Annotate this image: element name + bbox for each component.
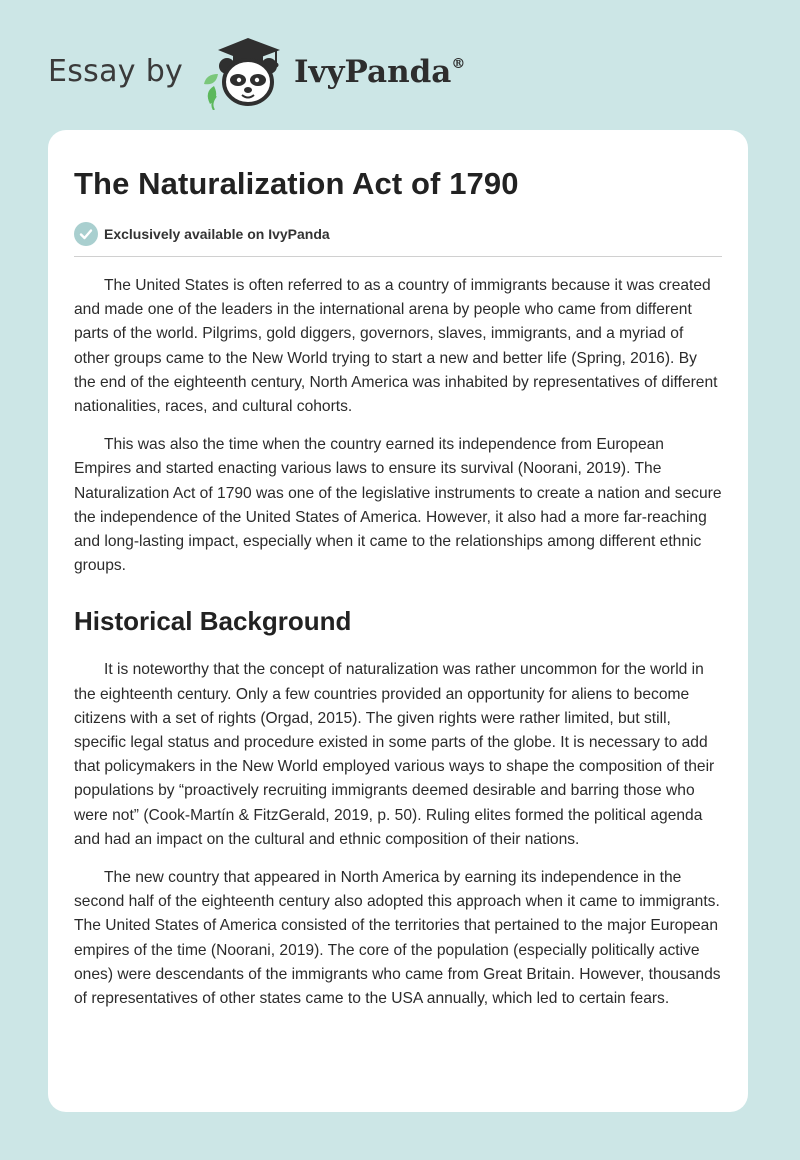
title-divider <box>74 256 722 257</box>
check-circle-icon <box>74 222 98 246</box>
paragraph-intro-2: This was also the time when the country earned its independence from European Empires and started enacting various laws to ensure its survival (Noorani, 2019). The Naturalization Act of 1790 was one of the legislative instruments to create a nation and secure the independence of the United States of America. However, it also had a more far-reaching and long-lasting impact, especially when it came to the relationships among different ethnic groups. <box>74 436 722 575</box>
section-heading-historical-background: Historical Background <box>74 606 352 637</box>
exclusive-badge <box>74 222 722 246</box>
panda-logo-icon <box>200 34 290 110</box>
brand-name-text: IvyPanda <box>294 54 452 90</box>
registered-mark: ® <box>451 56 466 72</box>
paragraph-background-2: The new country that appeared in North America by earning its independence in the second half of the eighteenth century also adopted this approach when it came to immigrants. The United States of America consisted of the territories that pertained to the major European empires of the time (Noorani, 2019). The core of the population (especially politically active ones) were descendants of the immigrants who came from Great Britain. However, thousands of representatives of other states came to the USA annually, which led to certain fears. <box>74 869 721 1008</box>
essay-card <box>48 130 748 1112</box>
paragraph-intro-1: The United States is often referred to as a country of immigrants because it was created and made one of the leaders in the international arena by people who came from different parts of the world. Pilgrims, gold diggers, governors, slaves, immigrants, and a myriad of other groups came to the New World trying to start a new and better life (Spring, 2016). By the end of the eighteenth century, North America was inhabited by representatives of different nationalities, races, and cultural cohorts. <box>74 277 718 416</box>
essay-title: The Naturalization Act of 1790 <box>74 166 519 201</box>
ivypanda-logo[interactable] <box>200 34 290 110</box>
brand-name[interactable] <box>294 54 465 90</box>
paragraph-background-1: It is noteworthy that the concept of naturalization was rather uncommon for the world in the eighteenth century. Only a few countries provided an opportunity for aliens to become citizens with a set of rights (Orgad, 2015). The given rights were rather limited, but still, specific legal status and procedure existed in some parts of the globe. It is necessary to add that policymakers in the New World employed various ways to shape the composition of their populations by “proactively recruiting immigrants deemed desirable and barring those who were not” (Cook-Martín & FitzGerald, 2019, p. 50). Ruling elites formed the political agenda and had an impact on the cultural and ethnic composition of their nations. <box>74 661 715 848</box>
site-header <box>48 34 548 114</box>
essay-by-label: Essay by <box>48 54 184 89</box>
exclusive-label: Exclusively available on IvyPanda <box>104 226 330 242</box>
